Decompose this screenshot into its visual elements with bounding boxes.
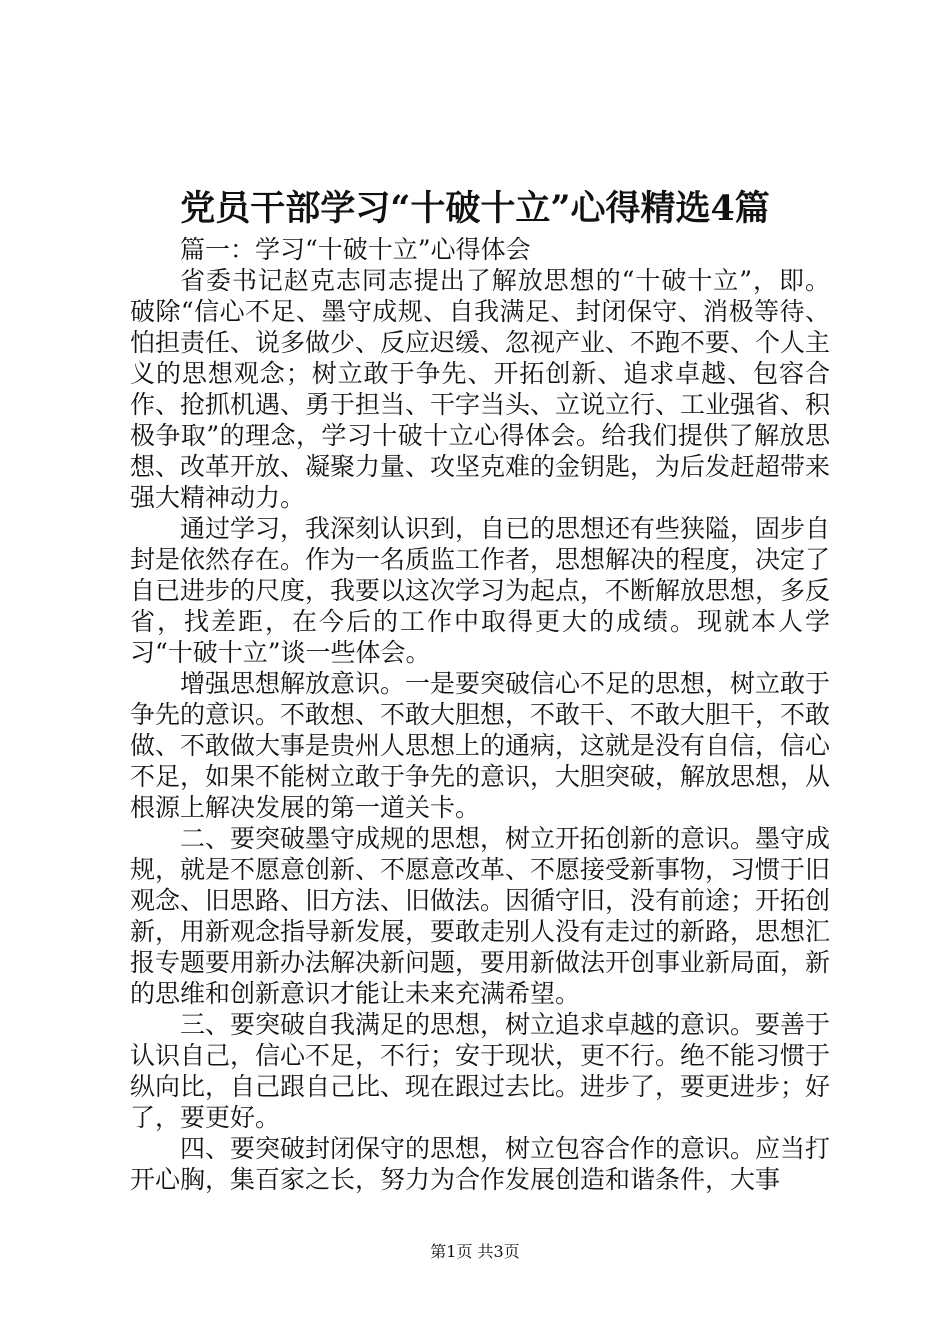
paragraph-section-heading: 篇一：学习“十破十立”心得体会 <box>180 235 531 264</box>
paragraph: 三、要突破自我满足的思想，树立追求卓越的意识。要善于认识自己，信心不足，不行；安于现状，更不行。绝不能习惯于纵向比，自己跟自己比、现在跟过去比。进步了，要更进步；好了，要更好。 <box>130 1010 831 1132</box>
document-title: 党员干部学习“十破十立”心得精选4篇 <box>180 188 770 229</box>
paragraph: 四、要突破封闭保守的思想，树立包容合作的意识。应当打开心胸，集百家之长，努力为合作发展创造和谐条件，大事 <box>130 1134 831 1194</box>
paragraph: 通过学习，我深刻认识到，自已的思想还有些狭隘，固步自封是依然存在。作为一名质监工作者，思想解决的程度，决定了自已进步的尺度，我要以这次学习为起点，不断解放思想，多反省，找差距，在今后的工作中取得更大的成绩。现就本人学习“十破十立”谈一些体会。 <box>130 514 831 667</box>
page-footer: 第1页 共3页 <box>430 1242 520 1261</box>
paragraph: 省委书记赵克志同志提出了解放思想的“十破十立”，即。破除“信心不足、墨守成规、自我满足、封闭保守、消极等待、怕担责任、说多做少、反应迟缓、忽视产业、不跑不要、个人主义的思想观念；树立敢于争先、开拓创新、追求卓越、包容合作、抢抓机遇、勇于担当、干字当头、立说立行、工业强省、积极争取”的理念，学习十破十立心得体会。给我们提供了解放思想、改革开放、凝聚力量、攻坚克难的金钥匙，为后发赶超带来强大精神动力。 <box>130 266 831 512</box>
document-body <box>130 234 830 1195</box>
paragraph: 增强思想解放意识。一是要突破信心不足的思想，树立敢于争先的意识。不敢想、不敢大胆想，不敢干、不敢大胆干，不敢做、不敢做大事是贵州人思想上的通病，这就是没有自信，信心不足，如果不能树立敢于争先的意识，大胆突破，解放思想，从根源上解决发展的第一道关卡。 <box>130 669 831 822</box>
paragraph: 二、要突破墨守成规的思想，树立开拓创新的意识。墨守成规，就是不愿意创新、不愿意改革、不愿接受新事物，习惯于旧观念、旧思路、旧方法、旧做法。因循守旧，没有前途；开拓创新，用新观念指导新发展，要敢走别人没有走过的新路，思想汇报专题要用新办法解决新问题，要用新做法开创事业新局面，新的思维和创新意识才能让未来充满希望。 <box>130 824 831 1008</box>
